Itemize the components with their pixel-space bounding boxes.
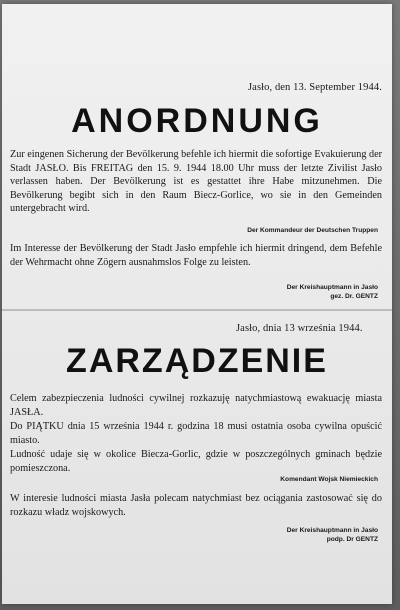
german-title: ANORDNUNG bbox=[71, 102, 323, 140]
polish-paragraph-2: Do PIĄTKU dnia 15 września 1944 r. godzina 18 musi ostatnia osoba cywilna opuścić miasto. bbox=[10, 421, 382, 446]
polish-paragraph-4: W interesie ludności miasta Jasła polecam natychmiast bez ociągania zastosować się do rozkazu władz wojskowych. bbox=[10, 493, 382, 518]
german-signature-1-text: Der Kommandeur der Deutschen Truppen bbox=[247, 227, 378, 234]
polish-signature-2-line-1: Der Kreishauptmann in Jasło bbox=[286, 527, 378, 534]
german-signature-2-line-2: gez. Dr. GENTZ bbox=[330, 293, 378, 300]
polish-title: ZARZĄDZENIE bbox=[66, 342, 328, 380]
polish-paragraph-3: Ludność udaje się w okolice Biecza-Gorlic, gdzie w poszczególnych gminach będzie pomieszczona. bbox=[10, 449, 382, 474]
poster-sheet bbox=[2, 4, 392, 604]
german-paragraph-1: Zur eingenen Sicherung der Bevölkerung befehle ich hiermit die sofortige Evakuierung der Stadt JASŁO. Bis FREITAG den 15. 9. 1944 18.00 Uhr muss der letzte Zivilist Jasło verlassen haben. Der Bevölkerung ist es gestattet ihre Habe mitzunehmen. Die Bevölkerung begibt sich in den Raum Biecz-Gorlice, wo sie in den Gemeinden untergebracht wird. bbox=[10, 149, 382, 215]
polish-date: Jasło, dnia 13 września 1944. bbox=[236, 323, 363, 334]
german-signature-2 bbox=[287, 283, 378, 301]
polish-paragraph-1: Celem zabezpieczenia ludności cywilnej rozkazuję natychmiastową ewakuację miasta JASŁA. bbox=[10, 393, 382, 418]
german-signature-1 bbox=[247, 226, 378, 235]
polish-signature-1-text: Komendant Wojsk Niemieckich bbox=[280, 476, 378, 483]
german-date: Jasło, den 13. September 1944. bbox=[248, 82, 382, 93]
section-divider bbox=[2, 309, 392, 311]
german-signature-2-line-1: Der Kreishauptmann in Jasło bbox=[286, 284, 378, 291]
polish-signature-1 bbox=[280, 475, 378, 484]
polish-signature-2-line-2: podp. Dr GENTZ bbox=[326, 536, 378, 543]
polish-signature-2 bbox=[287, 526, 378, 544]
german-paragraph-2: Im Interesse der Bevölkerung der Stadt Jasło empfehle ich hiermit dringend, dem Befehle der Wehrmacht ohne Zögern ausnahmslos Folge zu leisten. bbox=[10, 243, 382, 268]
